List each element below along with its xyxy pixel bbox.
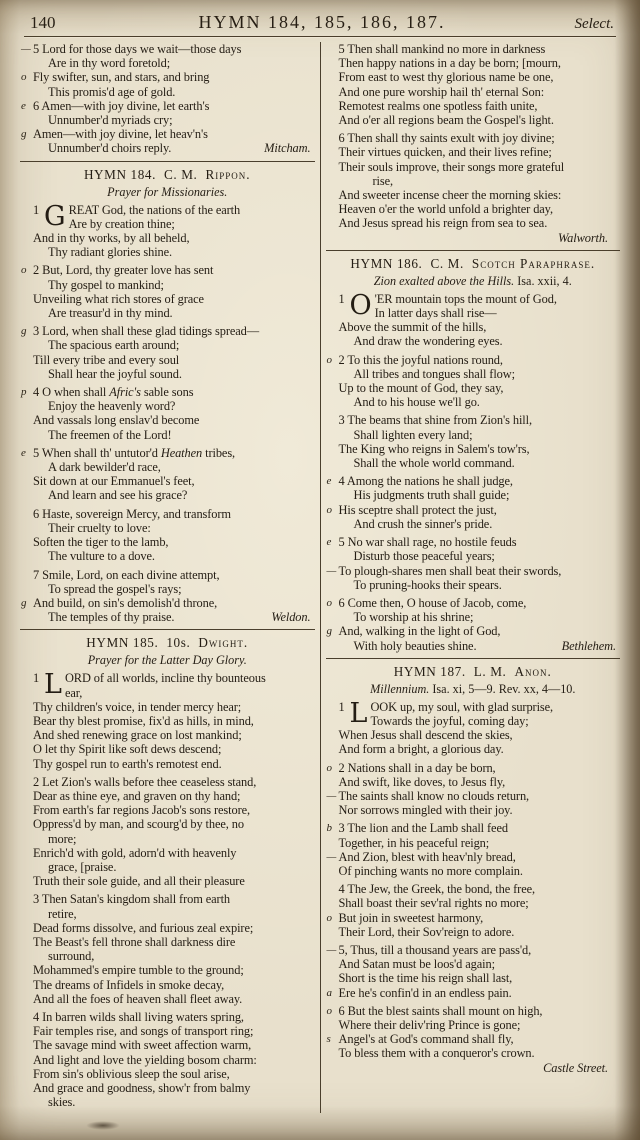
verse-line: His judgments truth shall guide;	[353, 488, 510, 503]
verse-line: Where their deliv'ring Prince is gone;	[338, 1017, 521, 1032]
verse-line: Their cruelty to love:	[48, 520, 151, 535]
attribution: Weldon.	[271, 610, 311, 625]
verse-line: REAT God, the nations of the earth	[68, 202, 241, 217]
verse-line: o But join in sweetest harmony,	[326, 910, 484, 925]
verse-line: Dead forms dissolve, and furious zeal expire;	[33, 920, 254, 935]
verse-line: o 6 But the blest saints shall mount on high,	[326, 1003, 543, 1018]
verse-line: 3 The beams that shine from Zion's hill,	[338, 413, 532, 428]
verse-line: To bless them with a conqueror's crown.	[338, 1046, 535, 1061]
verse-line: And form a bright, a glorious day.	[338, 742, 504, 757]
verse-line: Fair temples rise, and songs of transport ring;	[33, 1024, 254, 1039]
verse-number: 1	[33, 671, 40, 686]
expression-marker: e	[21, 446, 26, 459]
verse-line: Shall the whole world command.	[353, 456, 515, 471]
expression-marker: —	[21, 43, 31, 55]
attribution: Bethlehem.	[561, 638, 616, 653]
verse-line: Unnumber'd myriads cry;	[48, 113, 173, 128]
verse-line: And shed renewing grace on lost mankind;	[33, 728, 242, 743]
verse	[21, 263, 315, 321]
verse-line: Dear as thine eye, and graven on thy hand;	[33, 788, 241, 803]
verse-line: g 3 Lord, when shall these glad tidings spread—	[21, 324, 260, 339]
verse-line: Mohammed's empire tumble to the ground;	[33, 963, 244, 978]
verse-line: g And, walking in the light of God,	[326, 624, 501, 639]
verse	[326, 352, 621, 410]
page-content	[0, 42, 640, 1113]
verse-line: g And build, on sin's demolish'd throne,	[21, 595, 218, 610]
drop-cap: G	[44, 200, 66, 232]
edition-label: Select.	[574, 16, 614, 32]
verse-line: b 3 The lion and the Lamb shall feed	[326, 821, 508, 836]
verse-line: Thy children's voice, in tender mercy hear;	[33, 699, 242, 714]
verse-line: 5 Then shall mankind no more in darkness	[338, 42, 546, 56]
running-head	[0, 0, 640, 33]
verse-line: And Jesus spread his reign from sea to sea.	[338, 216, 548, 231]
verse-line: o Fly swifter, sun, and stars, and bring	[21, 70, 210, 85]
ink-smudge	[86, 1121, 120, 1130]
verse	[339, 42, 621, 127]
verse-line: Short is the time his reign shall last,	[338, 971, 513, 986]
verse-line: From sin's oblivious sleep the soul arise,	[33, 1066, 230, 1081]
expression-marker: o	[326, 596, 332, 609]
verse-line: And grace and goodness, show'r from balmy	[33, 1081, 251, 1095]
expression-marker: e	[21, 99, 26, 112]
expression-marker: p	[21, 386, 27, 399]
verse-line: more;	[48, 831, 77, 846]
expression-marker: o	[326, 503, 332, 516]
expression-marker: o	[326, 911, 332, 924]
verse-line: o His sceptre shall protect the just,	[326, 502, 497, 517]
hymn-heading	[20, 629, 315, 651]
heading-part: L. M.	[473, 663, 507, 679]
expression-marker: o	[21, 264, 27, 277]
verse-line: s Angel's at God's command shall fly,	[326, 1032, 514, 1047]
expression-marker: —	[326, 564, 337, 577]
verse-line: With holy beauties shine. Bethlehem.	[339, 639, 621, 653]
verse-line: And swift, like doves, to Jesus fly,	[338, 774, 506, 789]
verse-line: Thy gospel to mankind;	[48, 277, 164, 292]
verse-line: And vassals long enslav'd become	[33, 413, 200, 428]
verse-line: And light and love the yielding bosom charm:	[33, 1052, 257, 1067]
verse-line: g Amen—with joy divine, let heav'n's	[21, 127, 208, 142]
verse-line: e 6 Amen—with joy divine, let earth's	[21, 98, 210, 113]
expression-marker: o	[326, 353, 332, 366]
expression-marker: g	[21, 596, 27, 609]
verse-line: skies.	[48, 1095, 76, 1110]
verse-line: retire,	[48, 906, 77, 921]
drop-cap: L	[349, 697, 368, 729]
verse-line: Their Lord, their Sov'reign to adore.	[338, 924, 515, 939]
verse-line: The spacious earth around;	[48, 338, 180, 353]
heading-part: HYMN 187.	[393, 663, 466, 679]
verse-line: To spread the gospel's rays;	[48, 581, 182, 596]
heading-part: HYMN 185.	[86, 635, 159, 651]
verse-line: o 2 But, Lord, thy greater love has sent	[21, 263, 214, 278]
verse-number: 1	[338, 291, 345, 306]
verse-line: Enrich'd with gold, adorn'd with heavenly	[33, 845, 237, 860]
heading-part: Scotch Paraphrase.	[471, 255, 596, 271]
left-column	[20, 42, 315, 1113]
verse-line: rise,	[372, 173, 393, 188]
verse-line: OOK up, my soul, with glad surprise,	[370, 699, 554, 714]
verse-line: The Beast's fell throne shall darkness dire	[33, 934, 236, 949]
heading-part: C. M.	[164, 166, 198, 182]
verse-line: — 5 Lord for those days we wait—those days	[21, 42, 242, 56]
verse-line: The vulture to a dove.	[48, 549, 155, 564]
expression-marker: a	[326, 986, 332, 999]
verse-line: Are treasur'd in thy mind.	[48, 306, 173, 321]
verse-line: — To plough-shares men shall beat their swords,	[326, 563, 562, 578]
verse	[21, 567, 315, 625]
hymn-heading	[326, 250, 621, 272]
verse-line: And to his house we'll go.	[353, 395, 480, 410]
verse-line: And in thy works, by all beheld,	[33, 231, 190, 246]
verse-number: 1	[338, 699, 345, 714]
dropcap-row	[338, 697, 621, 729]
expression-marker: o	[326, 761, 332, 774]
expression-marker: —	[326, 943, 337, 956]
drop-cap: L	[44, 669, 62, 701]
verse-line: Nor sorrows mingled with their joy.	[338, 803, 513, 818]
heading-part: Anon.	[514, 663, 552, 679]
verse	[326, 821, 621, 878]
expression-marker: g	[326, 625, 332, 638]
verse-line: Are by creation thine;	[68, 216, 175, 231]
verse	[33, 775, 315, 889]
hymn-subtitle: Millennium. Isa. xi, 5—9. Rev. xx, 4—10.	[370, 681, 576, 696]
verse	[339, 131, 621, 245]
attribution: Mitcham.	[264, 141, 311, 156]
verse-line: Heaven o'er the world unfold a brighter day,	[338, 202, 553, 217]
verse-line: Thy radiant glories shine.	[48, 245, 173, 260]
column-divider	[320, 42, 321, 1113]
verse-line: e 4 Among the nations he shall judge,	[326, 474, 513, 489]
verse-line: o 2 To this the joyful nations round,	[326, 352, 503, 367]
heading-part: Dwight.	[198, 635, 249, 651]
verse-line: Enjoy the heavenly word?	[48, 399, 176, 414]
expression-marker: —	[326, 850, 337, 863]
verse-line: This promis'd age of gold.	[48, 84, 176, 99]
verse	[326, 595, 621, 653]
verse-line: The dreams of Infidels in smoke decay,	[33, 977, 225, 992]
verse-line: Are in thy word foretold;	[48, 56, 171, 71]
heading-part: Rippon.	[205, 166, 251, 182]
verse-line: e 5 When shall th' untutor'd Heathen tribes,	[21, 445, 236, 460]
verse-line: The freemen of the Lord!	[48, 427, 172, 442]
verse-line: 2 Let Zion's walls before thee ceaseless stand,	[33, 774, 257, 789]
verse-line: p 4 O when shall Afric's sable sons	[21, 385, 194, 400]
hymn-subtitle: Prayer for the Latter Day Glory.	[87, 653, 247, 668]
verse-line: And Satan must be loos'd again;	[338, 957, 495, 972]
verse	[21, 324, 315, 381]
verse-line: 7 Smile, Lord, on each divine attempt,	[33, 567, 220, 582]
verse-line: To pruning-hooks their spears.	[353, 577, 502, 592]
dropcap-row	[33, 200, 315, 232]
verse-line: Above the summit of the hills,	[338, 320, 487, 335]
verse-line: 6 Haste, sovereign Mercy, and transform	[33, 506, 231, 521]
verse-line: Then happy nations in a day be born; [mourn,	[338, 56, 561, 71]
verse-line: 3 Then Satan's kingdom shall from earth	[33, 892, 231, 907]
verse-line: Up to the mount of God, they say,	[338, 381, 504, 396]
verse-line: Shall boast their sev'ral rights no more;	[338, 896, 529, 911]
verse-line: a Ere he's confin'd in an endless pain.	[326, 985, 512, 1000]
page-number: 140	[30, 13, 56, 32]
verse-line: Bear thy blest promise, fix'd as hills, in mind,	[33, 713, 254, 728]
verse-line: The King who reigns in Salem's tow'rs,	[338, 441, 530, 456]
verse-line: A dark bewilder'd race,	[48, 460, 161, 475]
right-column	[326, 42, 621, 1113]
verse-line: 4 The Jew, the Greek, the bond, the free,	[338, 882, 535, 897]
verse-line: Thy gospel run to earth's remotest end.	[33, 756, 222, 771]
verse-line: From east to west thy glorious name be one,	[338, 70, 554, 85]
verse	[33, 892, 315, 1006]
verse-line: e 5 No war shall rage, no hostile feuds	[326, 535, 517, 550]
verse	[21, 445, 315, 503]
verse-line: Oppress'd by man, and scourg'd by thee, no	[33, 817, 244, 832]
verse-line: And o'er all regions beam the Gospel's light.	[338, 113, 554, 128]
verse-line: To worship at his shrine;	[353, 610, 474, 625]
verse-line: Their souls improve, their songs more grateful	[338, 159, 565, 174]
expression-marker: g	[21, 128, 27, 141]
verse-line: Soften the tiger to the lamb,	[33, 535, 169, 550]
verse-line: And all the foes of heaven shall fleet away.	[33, 991, 243, 1006]
hymn-subtitle: Prayer for Missionaries.	[107, 184, 228, 199]
verse-line: O let thy Spirit like soft dews descend;	[33, 742, 222, 757]
verse	[33, 200, 315, 260]
hymn-subtitle: Zion exalted above the Hills. Isa. xxii, 4.	[373, 273, 572, 288]
verse	[33, 507, 315, 564]
verse-line: Of pinching wants no more complain.	[338, 863, 523, 878]
attribution: Castle Street.	[543, 1060, 608, 1075]
verse-line: Sit down at our Emmanuel's feet,	[33, 474, 195, 489]
expression-marker: o	[326, 1004, 332, 1017]
verse-line: — The saints shall know no clouds return,	[326, 788, 530, 803]
verse-line: Towards the joyful, coming day;	[370, 713, 529, 728]
expression-marker: —	[326, 789, 337, 802]
expression-marker: e	[326, 475, 332, 488]
header-rule	[24, 36, 616, 37]
expression-marker: o	[21, 71, 27, 84]
verse-line: surround,	[48, 949, 95, 964]
verse	[33, 1010, 315, 1109]
verse	[326, 1003, 621, 1075]
heading-part: C. M.	[430, 255, 464, 271]
dropcap-row	[33, 671, 315, 699]
verse-line: — And Zion, blest with heav'nly bread,	[326, 849, 516, 864]
verse-line: o 6 Come then, O house of Jacob, come,	[326, 595, 527, 610]
hymn-heading	[20, 161, 315, 183]
expression-marker: b	[326, 822, 332, 835]
verse-line: Unveiling what rich stores of grace	[33, 291, 204, 306]
verse-line: grace, [praise.	[48, 859, 117, 874]
verse-line: The temples of thy praise. Weldon.	[33, 610, 315, 624]
verse-line	[339, 1061, 621, 1075]
dropcap-row	[338, 289, 621, 321]
verse-line: The savage mind with sweet affection warm,	[33, 1038, 252, 1053]
hymn-heading	[326, 658, 621, 680]
verse-line: And crush the sinner's pride.	[353, 516, 493, 531]
heading-part: HYMN 184.	[83, 166, 157, 182]
verse-line: ORD of all worlds, incline thy bounteous	[64, 671, 266, 686]
verse	[326, 760, 621, 818]
verse-line: Together, in his peaceful reign;	[338, 835, 490, 850]
verse	[21, 385, 315, 442]
verse-line: From earth's far regions Jacob's sons restore,	[33, 803, 250, 818]
verse-line: Disturb those peaceful years;	[353, 549, 495, 564]
verse-number: 1	[33, 202, 40, 217]
verse-line: Unnumber'd choirs reply. Mitcham.	[33, 141, 315, 155]
attribution: Walworth.	[558, 230, 608, 245]
verse	[326, 942, 621, 1000]
verse-line: 4 In barren wilds shall living waters spring,	[33, 1009, 244, 1024]
heading-part: 10s.	[166, 635, 191, 651]
verse-line: Remotest realms one spotless faith unite,	[338, 98, 538, 113]
verse	[33, 671, 315, 770]
verse-line: 'ER mountain tops the mount of God,	[374, 291, 557, 306]
verse-line: All tribes and tongues shall flow;	[353, 366, 515, 381]
heading-part: HYMN 186.	[350, 255, 423, 271]
verse-line: Shall hear the joyful sound.	[48, 366, 182, 381]
verse-line: Truth their sole guide, and all their pleasure	[33, 874, 245, 889]
verse-line: In latter days shall rise—	[374, 306, 497, 321]
verse	[326, 474, 621, 531]
verse-line: 6 Then shall thy saints exult with joy divine;	[338, 131, 555, 146]
verse	[21, 42, 315, 156]
page-title: HYMN 184, 185, 186, 187.	[198, 12, 446, 32]
verse	[326, 882, 621, 939]
verse-line: And draw the wondering eyes.	[353, 334, 503, 349]
verse-line: o 2 Nations shall in a day be born,	[326, 760, 496, 775]
verse-line: And learn and see his grace?	[48, 488, 188, 503]
expression-marker: e	[326, 536, 332, 549]
verse-line: And sweeter incense cheer the morning skies:	[338, 188, 562, 203]
verse	[338, 697, 621, 757]
expression-marker: g	[21, 325, 27, 338]
verse	[338, 289, 621, 349]
verse-line: Shall lighten every land;	[353, 427, 473, 442]
verse	[339, 413, 621, 470]
verse-line: ear,	[64, 685, 83, 700]
verse-line: Their virtues quicken, and their lives refine;	[338, 145, 552, 160]
verse-line: And one pure worship hail th' eternal Son:	[338, 84, 545, 99]
verse-line	[339, 231, 621, 245]
verse-line: When Jesus shall descend the skies,	[338, 728, 513, 743]
expression-marker: s	[326, 1033, 331, 1046]
verse-line: — 5, Thus, till a thousand years are pass'd,	[326, 942, 532, 957]
verse-line: Till every tribe and every soul	[33, 352, 180, 367]
verse	[326, 535, 621, 592]
drop-cap: O	[349, 289, 372, 321]
